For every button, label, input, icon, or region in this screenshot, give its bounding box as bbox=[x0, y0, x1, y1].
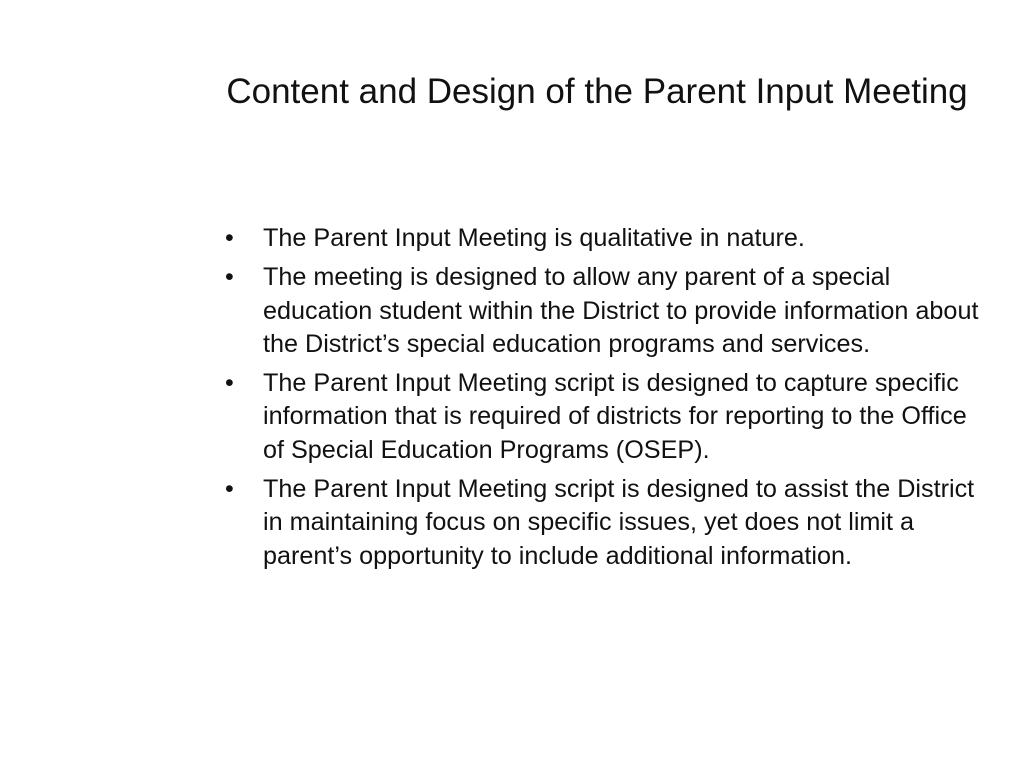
bullet-dot-icon: • bbox=[225, 369, 234, 398]
bullet-dot-icon: • bbox=[225, 224, 234, 252]
bullet-item bbox=[222, 222, 992, 255]
bullet-list bbox=[222, 222, 992, 579]
bullet-text: The Parent Input Meeting script is designed to capture specific information that is required of districts for reporting to the Office of Special Education Programs (OSEP). bbox=[263, 369, 967, 464]
bullet-text: The Parent Input Meeting script is designed to assist the District in maintaining focus on specific issues, yet does not limit a parent’s opportunity to include additional information. bbox=[263, 475, 975, 570]
bullet-item bbox=[222, 261, 992, 361]
bullet-item bbox=[222, 473, 992, 573]
slide-title: Content and Design of the Parent Input Meeting bbox=[226, 72, 968, 111]
bullet-dot-icon: • bbox=[225, 263, 234, 292]
bullet-text: The Parent Input Meeting is qualitative in nature. bbox=[263, 224, 805, 252]
bullet-dot-icon: • bbox=[225, 475, 234, 504]
bullet-text: The meeting is designed to allow any parent of a special education student within the District to provide information about the District’s special education programs and services. bbox=[263, 263, 979, 358]
bullet-item bbox=[222, 367, 992, 467]
